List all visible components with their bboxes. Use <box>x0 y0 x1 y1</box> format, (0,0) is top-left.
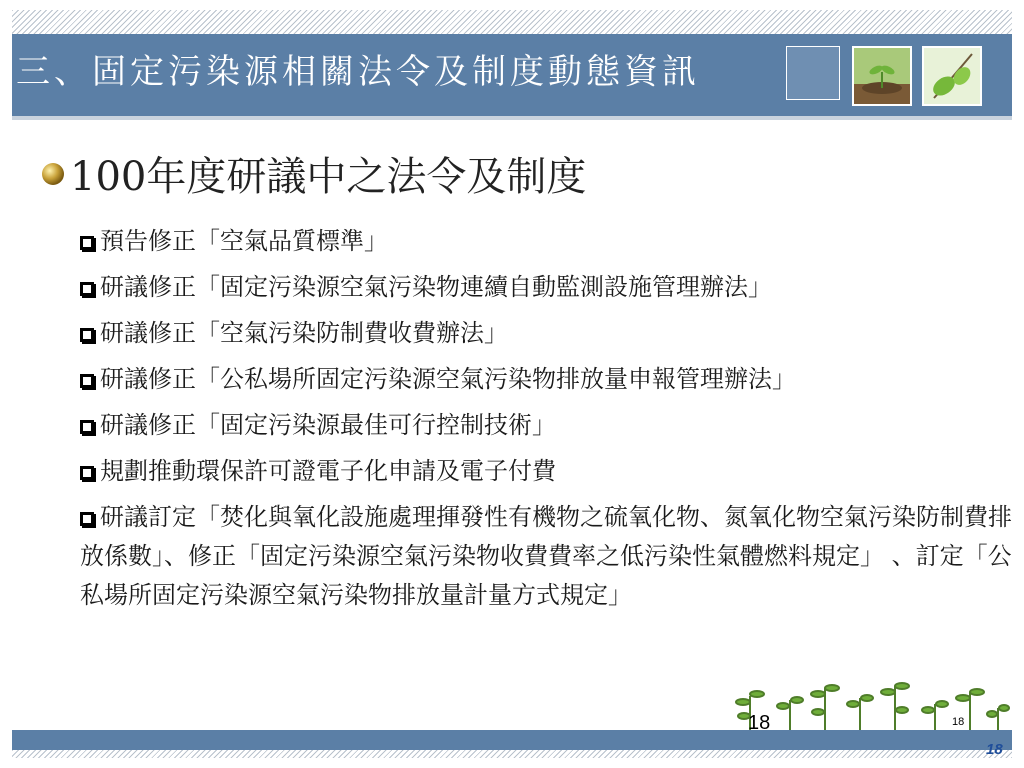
footer-bar <box>12 730 1012 750</box>
list-item-text: 預告修正「空氣品質標準」 <box>100 227 388 255</box>
slide-title: 三、固定污染源相關法令及制度動態資訊 <box>16 52 700 92</box>
page-number-small: 18 <box>952 716 965 728</box>
list-item <box>80 268 1020 307</box>
list-item-text: 研議修正「公私場所固定污染源空氣污染物排放量申報管理辦法」 <box>100 365 796 393</box>
bullet-list <box>80 222 1020 622</box>
list-item <box>80 498 1020 615</box>
list-item <box>80 360 1020 399</box>
list-item <box>80 222 1020 261</box>
list-item-text: 研議訂定「焚化與氧化設施處理揮發性有機物之硫氧化物、氮氧化物空氣污染防制費排放係數」、修正「固定污染源空氣污染物收費費率之低污染性氣體燃料規定」 、訂定「公私場所固定污染源空氣污染物排放量計量方式規定」 <box>80 503 1012 609</box>
gold-ball-icon <box>40 161 66 187</box>
hollow-square-icon <box>80 466 94 480</box>
seedling-photo <box>852 46 912 106</box>
hollow-square-icon <box>80 328 94 342</box>
page-number-large: 18 <box>748 712 771 734</box>
section-heading: 100年度研議中之法令及制度 <box>70 154 587 200</box>
title-bar-underline <box>12 116 1012 120</box>
hollow-square-icon <box>80 236 94 250</box>
footer-hatch-band <box>12 750 1012 758</box>
page-number-footer: 18 <box>986 741 1003 758</box>
list-item-text: 規劃推動環保許可證電子化申請及電子付費 <box>100 457 556 485</box>
heading-row <box>40 145 586 202</box>
hollow-square-icon <box>80 420 94 434</box>
list-item-text: 研議修正「空氣污染防制費收費辦法」 <box>100 319 508 347</box>
leaf-photo <box>922 46 982 106</box>
list-item-text: 研議修正「固定污染源空氣污染物連續自動監測設施管理辦法」 <box>100 273 772 301</box>
list-item-text: 研議修正「固定污染源最佳可行控制技術」 <box>100 411 556 439</box>
hollow-square-icon <box>80 374 94 388</box>
top-hatch-band <box>12 10 1012 34</box>
list-item <box>80 452 1020 491</box>
sprouts-decoration <box>730 678 1010 738</box>
hollow-square-icon <box>80 512 94 526</box>
title-accent-square <box>786 46 840 100</box>
list-item <box>80 314 1020 353</box>
list-item <box>80 406 1020 445</box>
hollow-square-icon <box>80 282 94 296</box>
